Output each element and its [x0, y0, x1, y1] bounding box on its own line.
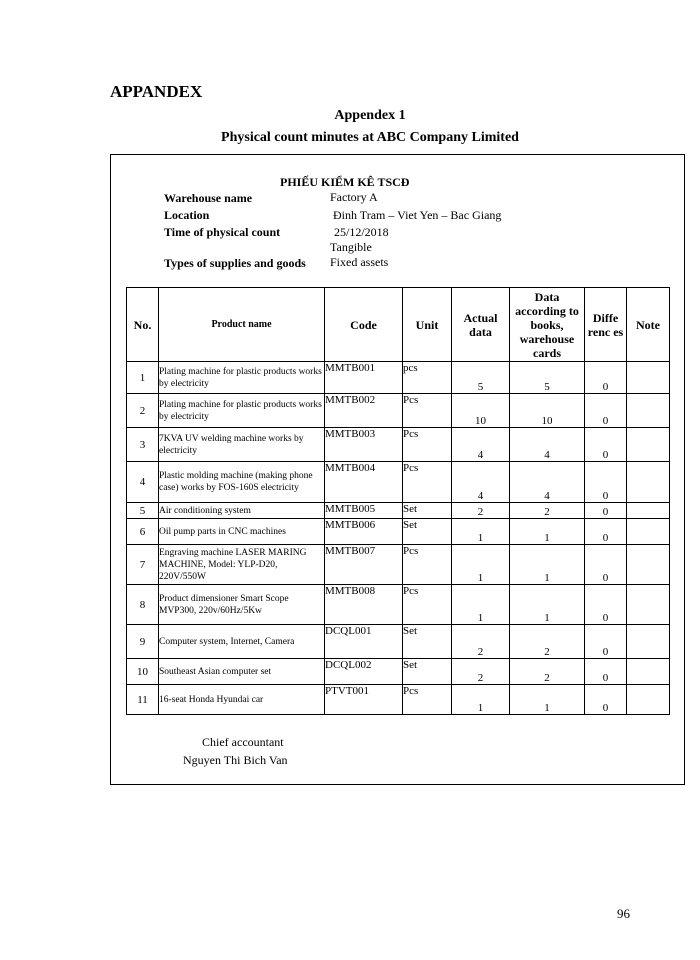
unit-cell: Pcs: [403, 394, 452, 428]
book-data-cell: 2: [510, 625, 585, 659]
unit-cell: Set: [403, 503, 452, 519]
product-code-cell: DCQL002: [325, 659, 403, 685]
product-name-cell: Plastic molding machine (making phone case) works by FOS-160S electricity: [159, 462, 325, 503]
header-differences: Diffe renc es: [585, 288, 627, 362]
table-row: [127, 394, 670, 428]
row-number-cell: 3: [127, 428, 159, 462]
table-row: [127, 625, 670, 659]
row-number-cell: 11: [127, 685, 159, 715]
table-body: [127, 362, 670, 715]
actual-data-cell: 4: [452, 462, 510, 503]
product-name-cell: 16-seat Honda Hyundai car: [159, 685, 325, 715]
difference-cell: 0: [585, 428, 627, 462]
row-number-cell: 2: [127, 394, 159, 428]
table-row: [127, 585, 670, 625]
difference-cell: 0: [585, 503, 627, 519]
note-cell: [627, 394, 670, 428]
actual-data-cell: 4: [452, 428, 510, 462]
appendix-title: Physical count minutes at ABC Company Limited: [221, 130, 519, 145]
difference-cell: 0: [585, 462, 627, 503]
form-title: PHIẾU KIỂM KÊ TSCĐ: [280, 175, 410, 189]
actual-data-cell: 2: [452, 503, 510, 519]
product-code-cell: MMTB005: [325, 503, 403, 519]
row-number-cell: 6: [127, 519, 159, 545]
difference-cell: 0: [585, 362, 627, 394]
actual-data-cell: 2: [452, 625, 510, 659]
note-cell: [627, 362, 670, 394]
header-note: Note: [627, 288, 670, 362]
row-number-cell: 1: [127, 362, 159, 394]
note-cell: [627, 503, 670, 519]
difference-cell: 0: [585, 625, 627, 659]
book-data-cell: 1: [510, 585, 585, 625]
header-unit: Unit: [403, 288, 452, 362]
actual-data-cell: 5: [452, 362, 510, 394]
row-number-cell: 8: [127, 585, 159, 625]
book-data-cell: 10: [510, 394, 585, 428]
row-number-cell: 4: [127, 462, 159, 503]
product-name-cell: 7KVA UV welding machine works by electricity: [159, 428, 325, 462]
table-row: [127, 545, 670, 585]
table-row: [127, 503, 670, 519]
row-number-cell: 5: [127, 503, 159, 519]
table-row: [127, 659, 670, 685]
book-data-cell: 4: [510, 428, 585, 462]
header-product-name: Product name: [159, 288, 325, 362]
product-name-cell: Southeast Asian computer set: [159, 659, 325, 685]
note-cell: [627, 519, 670, 545]
signature-name: Nguyen Thi Bich Van: [183, 753, 288, 767]
unit-cell: Pcs: [403, 462, 452, 503]
unit-cell: Set: [403, 625, 452, 659]
page-number: 96: [617, 906, 630, 921]
table-row: [127, 462, 670, 503]
product-code-cell: PTVT001: [325, 685, 403, 715]
header-no: No.: [127, 288, 159, 362]
product-code-cell: MMTB006: [325, 519, 403, 545]
product-code-cell: MMTB002: [325, 394, 403, 428]
note-cell: [627, 659, 670, 685]
product-code-cell: MMTB004: [325, 462, 403, 503]
product-name-cell: Air conditioning system: [159, 503, 325, 519]
row-number-cell: 7: [127, 545, 159, 585]
warehouse-value: Factory A: [330, 190, 378, 204]
product-name-cell: Plating machine for plastic products works by electricity: [159, 362, 325, 394]
types-extra-value: Tangible: [330, 240, 372, 254]
types-label: Types of supplies and goods: [164, 256, 306, 270]
actual-data-cell: 10: [452, 394, 510, 428]
book-data-cell: 1: [510, 545, 585, 585]
difference-cell: 0: [585, 519, 627, 545]
inventory-table: [126, 287, 670, 715]
actual-data-cell: 2: [452, 659, 510, 685]
warehouse-label: Warehouse name: [164, 191, 253, 205]
product-name-cell: Oil pump parts in CNC machines: [159, 519, 325, 545]
unit-cell: Pcs: [403, 545, 452, 585]
row-number-cell: 9: [127, 625, 159, 659]
product-code-cell: MMTB007: [325, 545, 403, 585]
book-data-cell: 1: [510, 685, 585, 715]
book-data-cell: 2: [510, 503, 585, 519]
time-value: 25/12/2018: [334, 225, 389, 239]
appendix-label: Appendex 1: [334, 108, 406, 123]
product-code-cell: DCQL001: [325, 625, 403, 659]
product-name-cell: Product dimensioner Smart Scope MVP300, 220v/60Hz/5Kw: [159, 585, 325, 625]
document-heading: APPANDEX: [110, 82, 203, 101]
difference-cell: 0: [585, 394, 627, 428]
book-data-cell: 1: [510, 519, 585, 545]
actual-data-cell: 1: [452, 585, 510, 625]
table-row: [127, 362, 670, 394]
unit-cell: Set: [403, 519, 452, 545]
table-row: [127, 428, 670, 462]
unit-cell: Pcs: [403, 428, 452, 462]
time-label: Time of physical count: [164, 225, 281, 239]
difference-cell: 0: [585, 659, 627, 685]
note-cell: [627, 585, 670, 625]
book-data-cell: 2: [510, 659, 585, 685]
location-value: Đinh Tram – Viet Yen – Bac Giang: [333, 208, 502, 222]
unit-cell: Pcs: [403, 585, 452, 625]
product-name-cell: Computer system, Internet, Camera: [159, 625, 325, 659]
actual-data-cell: 1: [452, 519, 510, 545]
header-book-data: Data according to books, warehouse cards: [510, 288, 585, 362]
header-code: Code: [325, 288, 403, 362]
table-row: [127, 685, 670, 715]
book-data-cell: 5: [510, 362, 585, 394]
note-cell: [627, 625, 670, 659]
product-code-cell: MMTB003: [325, 428, 403, 462]
note-cell: [627, 428, 670, 462]
actual-data-cell: 1: [452, 545, 510, 585]
note-cell: [627, 462, 670, 503]
book-data-cell: 4: [510, 462, 585, 503]
header-actual-data: Actual data: [452, 288, 510, 362]
unit-cell: Pcs: [403, 685, 452, 715]
difference-cell: 0: [585, 545, 627, 585]
table-row: [127, 519, 670, 545]
product-code-cell: MMTB001: [325, 362, 403, 394]
types-value: Fixed assets: [330, 255, 389, 269]
difference-cell: 0: [585, 685, 627, 715]
product-code-cell: MMTB008: [325, 585, 403, 625]
note-cell: [627, 545, 670, 585]
product-name-cell: Engraving machine LASER MARING MACHINE, Model: YLP-D20, 220V/550W: [159, 545, 325, 585]
difference-cell: 0: [585, 585, 627, 625]
actual-data-cell: 1: [452, 685, 510, 715]
row-number-cell: 10: [127, 659, 159, 685]
unit-cell: Set: [403, 659, 452, 685]
table-header-row: [127, 288, 670, 362]
unit-cell: pcs: [403, 362, 452, 394]
note-cell: [627, 685, 670, 715]
location-label: Location: [164, 208, 210, 222]
product-name-cell: Plating machine for plastic products works by electricity: [159, 394, 325, 428]
signature-role: Chief accountant: [202, 735, 284, 749]
